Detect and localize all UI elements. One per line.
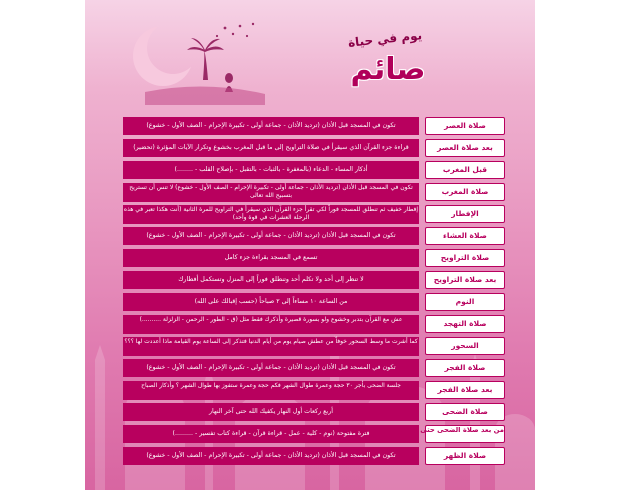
schedule-row <box>123 381 505 399</box>
activity-description: تكون في المسجد قبل الأذان (ترديد الأذان - جماعة أولى - تكبيرة الإحرام - الصف الأول - خشوع) <box>123 447 419 465</box>
time-label: الإفطار <box>425 205 505 223</box>
schedule-row <box>123 293 505 311</box>
time-label: النوم <box>425 293 505 311</box>
time-label: بعد صلاة العصر <box>425 139 505 157</box>
activity-description: تكون في المسجد قبل الأذان (ترديد الأذان - جماعة أولى - تكبيرة الإحرام - الصف الأول - خشوع) لا تنس أن تستريح بتسبيح الله تعالى <box>123 183 419 202</box>
activity-description: عش مع القرآن بتدبر وخشوع ولو بسورة قصيرة وأذكرك فقط مثل (ق - الطور - الرحمن - الزلزلة ..........) <box>123 315 419 334</box>
time-label: صلاة المغرب <box>425 183 505 201</box>
time-label: صلاة الظهر <box>425 447 505 465</box>
time-label: السحور <box>425 337 505 355</box>
schedule-row <box>123 315 505 333</box>
schedule-row <box>123 161 505 179</box>
schedule-row <box>123 117 505 135</box>
activity-description: فترة مفتوحة (نوم - كلية - عمل - قراءة قرآن - قراءة كتاب تفسير - .........) <box>123 425 419 443</box>
activity-description: أذكار المساء - الدعاء (بالمغفرة - بالثبات - بالتقبل - بإصلاح القلب - ........) <box>123 161 419 179</box>
time-label: بعد صلاة الفجر <box>425 381 505 399</box>
time-label: صلاة الضحى <box>425 403 505 421</box>
time-label: صلاة العصر <box>425 117 505 135</box>
poster-header <box>85 0 535 110</box>
activity-description: من الساعة ١٠ مساءاً إلى ٢ صباحاً (حسب إقبالك على الله) <box>123 293 419 311</box>
title-day-in-life: يوم في حياة <box>347 28 423 50</box>
activity-description: تكون في المسجد قبل الأذان (ترديد الأذان - جماعة أولى - تكبيرة الإحرام - الصف الأول - خشوع) <box>123 227 419 245</box>
schedule-row <box>123 425 505 443</box>
time-label: صلاة الفجر <box>425 359 505 377</box>
activity-description: جلسة الضحى بأجر ٣٠ حجة وعمرة طوال الشهر فكم حجة وعمرة ستفوز بها طوال الشهر ؟ وأذكار الصباح <box>123 381 419 400</box>
schedule-row <box>123 183 505 201</box>
schedule-row <box>123 249 505 267</box>
activity-description: أربع ركعات أول النهار يكفيك الله حتى آخر النهار <box>123 403 419 421</box>
schedule-poster <box>85 0 535 490</box>
time-label: قبل المغرب <box>425 161 505 179</box>
activity-description: قراءة جزء القرآن الذي سيقرأ في صلاة التراويح إلى ما قبل المغرب بخشوع وتكرار الآيات المؤثرة (تحضير) <box>123 139 419 157</box>
activity-description: تسمع في المسجد بقراءة جزء كامل <box>123 249 419 267</box>
time-label: من بعد صلاة الضحى حتى الظهر <box>425 425 505 443</box>
activity-description: إفطار خفيف ثم تنطلق للمسجد فوراً لكي تقرأ جزء القرآن الذي سيقرأ في التراويح للمرة الثانية (أنت هكذا تعبر في هذه الرحلة العشرات في قوة وأحد) <box>123 205 419 224</box>
crescent-moon-icon <box>125 10 275 105</box>
time-label: صلاة التهجد <box>425 315 505 333</box>
schedule-row <box>123 359 505 377</box>
schedule-row <box>123 271 505 289</box>
schedule-row <box>123 447 505 465</box>
time-label: صلاة التراويح <box>425 249 505 267</box>
schedule-row <box>123 337 505 355</box>
activity-description: لا تنظر إلى أحد ولا تكلم أحد وتنطلق فوراً إلى المنزل وتستكمل أفطارك <box>123 271 419 289</box>
schedule-row <box>123 139 505 157</box>
schedule-row <box>123 205 505 223</box>
schedule-row <box>123 403 505 421</box>
time-label: بعد صلاة التراويح <box>425 271 505 289</box>
activity-description: كما أشرت ما وسط السحور خوفاً من عطش صيام يوم من أيام الدنيا فتذكر إلى الساعة يوم القيامة ماذا أعددت لها ؟؟؟ <box>123 337 419 356</box>
time-label: صلاة العشاء <box>425 227 505 245</box>
title-fasting-person: صائم <box>350 52 426 87</box>
activity-description: تكون في المسجد قبل الأذان (ترديد الأذان - جماعة أولى - تكبيرة الإحرام - الصف الأول - خشوع) <box>123 359 419 377</box>
schedule-row <box>123 227 505 245</box>
activity-description: تكون في المسجد قبل الأذان (ترديد الأذان - جماعة أولى - تكبيرة الإحرام - الصف الأول - خشوع) <box>123 117 419 135</box>
